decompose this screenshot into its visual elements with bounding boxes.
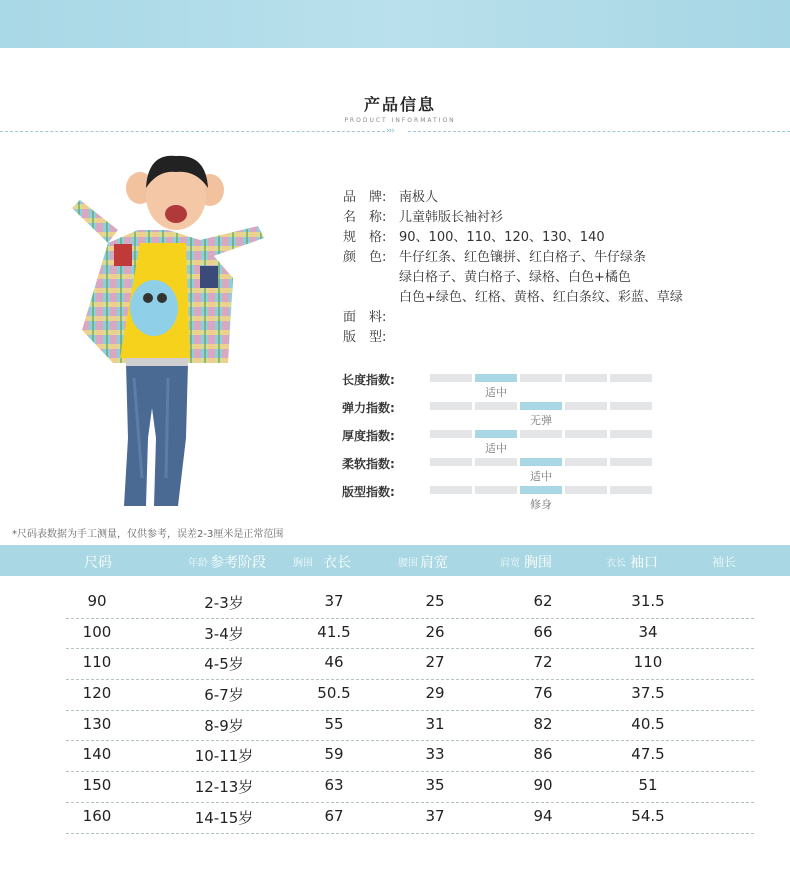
header-ghost-label: 胸围 bbox=[293, 558, 313, 569]
index-tag: 修身 bbox=[530, 498, 552, 511]
table-row bbox=[0, 803, 790, 834]
info-row bbox=[343, 328, 683, 348]
length-index bbox=[342, 371, 672, 399]
top-banner bbox=[0, 0, 790, 48]
index-segment bbox=[475, 430, 517, 438]
table-cell: 47.5 bbox=[631, 745, 665, 764]
table-cell: 41.5 bbox=[317, 622, 351, 641]
index-segment bbox=[610, 486, 652, 494]
table-cell: 8-9岁 bbox=[204, 716, 244, 735]
table-cell: 76 bbox=[533, 684, 553, 703]
table-cell: 160 bbox=[82, 806, 112, 825]
table-row bbox=[0, 680, 790, 711]
table-cell: 46 bbox=[324, 653, 344, 672]
table-cell: 62 bbox=[533, 592, 553, 610]
info-label: 颜 色: bbox=[343, 250, 387, 265]
section-title: 产品信息 bbox=[363, 95, 436, 114]
table-cell: 33 bbox=[425, 745, 445, 764]
title-divider-left bbox=[0, 131, 385, 132]
table-cell: 14-15岁 bbox=[194, 808, 254, 827]
info-label: 版 型: bbox=[343, 330, 387, 345]
table-cell: 12-13岁 bbox=[194, 778, 254, 797]
table-cell: 110 bbox=[82, 653, 112, 672]
header-ghost-label: 腰围 bbox=[398, 558, 418, 569]
table-cell: 72 bbox=[533, 653, 553, 672]
index-segment bbox=[565, 402, 607, 410]
table-cell: 100 bbox=[82, 622, 112, 641]
size-table-header bbox=[0, 545, 790, 576]
info-value: 90、100、110、120、130、140 bbox=[399, 230, 605, 245]
table-cell: 66 bbox=[533, 622, 553, 641]
index-segment bbox=[565, 430, 607, 438]
header-cuff: 袖口 bbox=[630, 555, 658, 571]
chevron-right-icon: ››› bbox=[386, 126, 394, 136]
table-cell: 55 bbox=[324, 714, 344, 733]
info-row bbox=[343, 268, 683, 288]
table-cell: 63 bbox=[324, 776, 344, 795]
model-photo bbox=[68, 148, 278, 510]
table-cell: 140 bbox=[82, 745, 112, 764]
softness-index bbox=[342, 455, 672, 483]
table-cell: 31.5 bbox=[631, 592, 665, 610]
table-row bbox=[0, 649, 790, 680]
index-segment bbox=[565, 374, 607, 382]
thickness-index bbox=[342, 427, 672, 455]
index-segment bbox=[430, 430, 472, 438]
header-ghost-label: 衣长 bbox=[606, 558, 626, 569]
section-subtitle: PRODUCT INFORMATION bbox=[344, 117, 456, 124]
table-cell: 34 bbox=[638, 622, 658, 641]
fit-index bbox=[342, 483, 672, 511]
index-segment bbox=[430, 402, 472, 410]
index-tag: 适中 bbox=[485, 386, 507, 399]
info-value: 南极人 bbox=[399, 190, 439, 205]
table-cell: 50.5 bbox=[317, 684, 351, 703]
index-segment bbox=[475, 486, 517, 494]
index-segment bbox=[520, 402, 562, 410]
index-segment bbox=[565, 458, 607, 466]
table-cell: 120 bbox=[82, 684, 112, 703]
header-size: 尺码 bbox=[84, 555, 112, 571]
index-segment bbox=[520, 458, 562, 466]
info-value: 牛仔红条、红色镶拼、红白格子、牛仔绿条 bbox=[399, 250, 647, 265]
table-cell: 37 bbox=[324, 592, 344, 610]
index-segment bbox=[475, 374, 517, 382]
info-row bbox=[343, 228, 683, 248]
table-cell: 90 bbox=[533, 776, 553, 795]
table-cell: 59 bbox=[324, 745, 344, 764]
index-segment bbox=[475, 458, 517, 466]
info-row bbox=[343, 288, 683, 308]
header-shoulder: 肩宽 bbox=[420, 555, 448, 571]
index-label: 长度指数: bbox=[342, 373, 395, 387]
measurement-note: *尺码表数据为手工测量，仅供参考，误差2-3厘米是正常范围 bbox=[12, 529, 284, 540]
header-ghost-label: 年龄 bbox=[188, 558, 208, 569]
table-row bbox=[0, 772, 790, 803]
table-cell: 25 bbox=[425, 592, 445, 610]
table-cell: 82 bbox=[533, 714, 553, 733]
table-row bbox=[0, 619, 790, 650]
index-segment bbox=[610, 402, 652, 410]
table-cell: 90 bbox=[87, 592, 107, 610]
index-tag: 适中 bbox=[485, 442, 507, 455]
table-row bbox=[0, 741, 790, 772]
index-segment bbox=[430, 458, 472, 466]
table-cell: 37 bbox=[425, 806, 445, 825]
table-row bbox=[0, 588, 790, 619]
size-table-body bbox=[0, 588, 790, 834]
table-cell: 67 bbox=[324, 806, 344, 825]
info-label: 品 牌: bbox=[343, 190, 387, 205]
table-cell: 54.5 bbox=[631, 806, 665, 825]
table-cell: 31 bbox=[425, 714, 445, 733]
header-length: 衣长 bbox=[323, 555, 351, 571]
index-segment bbox=[430, 486, 472, 494]
index-segment bbox=[430, 374, 472, 382]
index-segment bbox=[475, 402, 517, 410]
product-info bbox=[343, 188, 683, 348]
table-cell: 6-7岁 bbox=[204, 686, 244, 705]
table-cell: 4-5岁 bbox=[204, 655, 244, 674]
table-row bbox=[0, 711, 790, 742]
table-cell: 3-4岁 bbox=[204, 624, 244, 643]
info-label: 规 格: bbox=[343, 230, 387, 245]
info-value: 绿白格子、黄白格子、绿格、白色+橘色 bbox=[399, 270, 631, 285]
header-sleeve: 袖长 bbox=[712, 555, 737, 569]
info-row bbox=[343, 188, 683, 208]
header-chest: 胸围 bbox=[524, 555, 552, 571]
index-segment bbox=[565, 486, 607, 494]
index-segment bbox=[610, 374, 652, 382]
table-cell: 86 bbox=[533, 745, 553, 764]
info-label: 面 料: bbox=[343, 310, 387, 325]
index-segment bbox=[610, 458, 652, 466]
elasticity-index bbox=[342, 399, 672, 427]
info-row bbox=[343, 248, 683, 268]
index-tag: 适中 bbox=[530, 470, 552, 483]
table-cell: 51 bbox=[638, 776, 658, 795]
header-ghost-label: 肩宽 bbox=[500, 558, 520, 569]
index-segment bbox=[520, 486, 562, 494]
title-divider-right bbox=[408, 131, 790, 132]
info-label bbox=[343, 268, 399, 288]
table-cell: 37.5 bbox=[631, 684, 665, 703]
info-value: 儿童韩版长袖衬衫 bbox=[399, 210, 504, 225]
table-cell: 130 bbox=[82, 714, 112, 733]
index-label: 厚度指数: bbox=[342, 429, 395, 443]
table-cell: 40.5 bbox=[631, 714, 665, 733]
index-label: 版型指数: bbox=[342, 485, 395, 499]
index-tag: 无弹 bbox=[530, 414, 552, 427]
table-cell: 10-11岁 bbox=[194, 747, 254, 766]
table-cell: 29 bbox=[425, 684, 445, 703]
table-cell: 110 bbox=[633, 653, 663, 672]
table-cell: 94 bbox=[533, 806, 553, 825]
index-label: 弹力指数: bbox=[342, 401, 395, 415]
info-value: 白色+绿色、红格、黄格、红白条纹、彩蓝、草绿 bbox=[399, 290, 683, 305]
table-cell: 35 bbox=[425, 776, 445, 795]
info-label: 名 称: bbox=[343, 210, 387, 225]
info-row bbox=[343, 308, 683, 328]
info-row bbox=[343, 208, 683, 228]
table-cell: 26 bbox=[425, 622, 445, 641]
table-cell: 150 bbox=[82, 776, 112, 795]
info-label bbox=[343, 288, 399, 308]
header-stage: 参考阶段 bbox=[210, 555, 266, 571]
index-segment bbox=[520, 374, 562, 382]
table-cell: 27 bbox=[425, 653, 445, 672]
index-segment bbox=[520, 430, 562, 438]
index-label: 柔软指数: bbox=[342, 457, 395, 471]
index-segment bbox=[610, 430, 652, 438]
table-cell: 2-3岁 bbox=[204, 594, 244, 612]
